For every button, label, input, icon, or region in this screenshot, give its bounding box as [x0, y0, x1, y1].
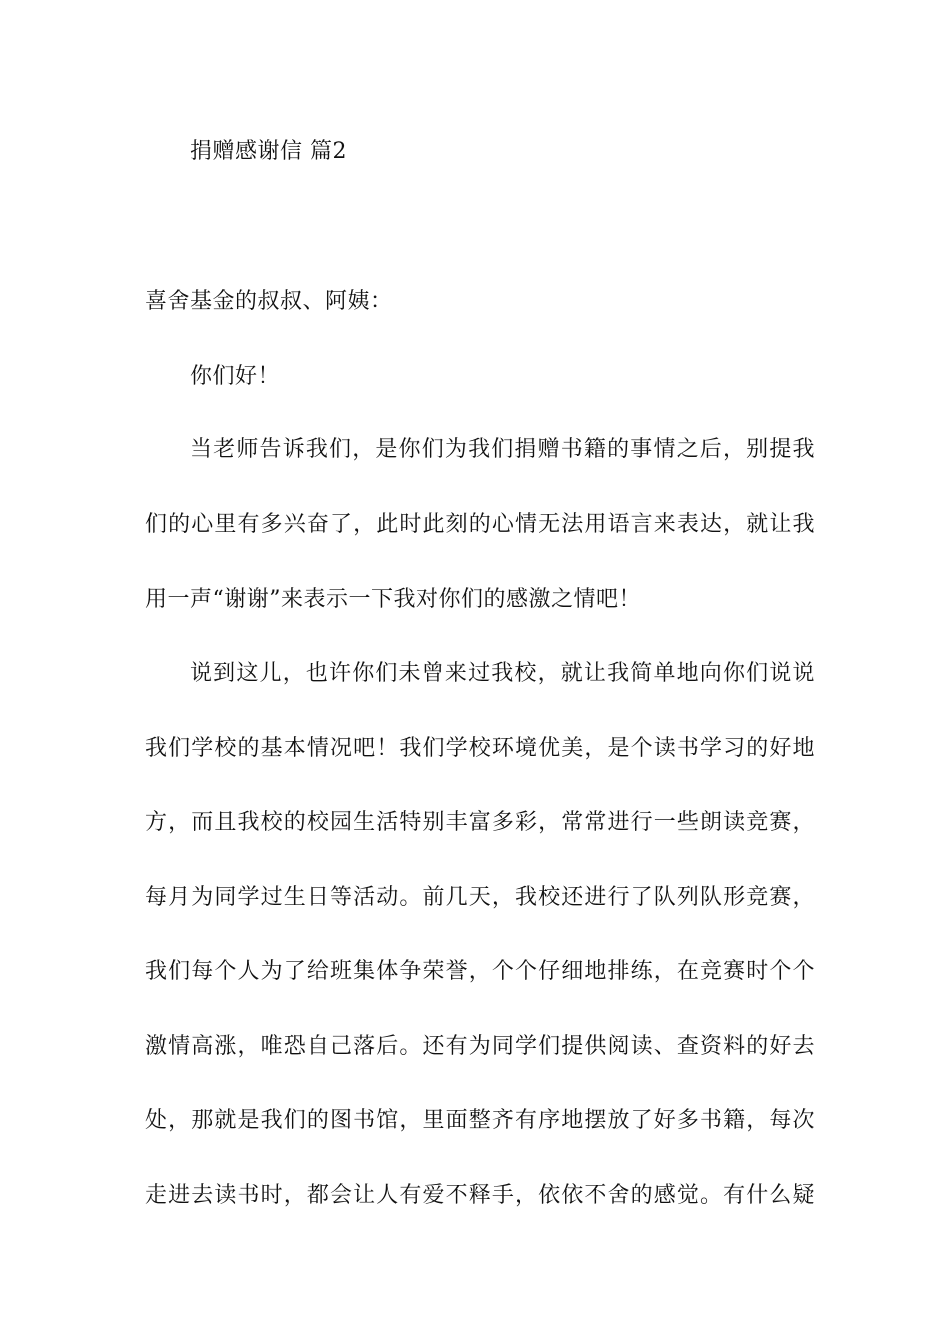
letter-greeting: 你们好！	[190, 364, 281, 389]
body-line: 们的心里有多兴奋了，此时此刻的心情无法用语言来表达，就让我	[145, 512, 815, 537]
body-line: 走进去读书时，都会让人有爱不释手，依依不舍的感觉。有什么疑	[145, 1183, 815, 1208]
letter-salutation: 喜舍基金的叔叔、阿姨：	[145, 289, 393, 314]
body-line: 当老师告诉我们，是你们为我们捐赠书籍的事情之后，别提我	[190, 437, 815, 462]
body-line: 说到这儿，也许你们未曾来过我校，就让我简单地向你们说说	[190, 661, 815, 686]
body-line: 用一声“谢谢”来表示一下我对你们的感激之情吧！	[145, 587, 641, 612]
body-line: 我们每个人为了给班集体争荣誉，个个仔细地排练，在竞赛时个个	[145, 959, 815, 984]
body-line: 我们学校的基本情况吧！我们学校环境优美，是个读书学习的好地	[145, 736, 815, 761]
body-line: 每月为同学过生日等活动。前几天，我校还进行了队列队形竞赛，	[145, 885, 815, 910]
body-line: 处，那就是我们的图书馆，里面整齐有序地摆放了好多书籍，每次	[145, 1108, 815, 1133]
letter-title: 捐赠感谢信 篇2	[190, 139, 347, 164]
body-line: 激情高涨，唯恐自己落后。还有为同学们提供阅读、查资料的好去	[145, 1034, 815, 1059]
body-line: 方，而且我校的校园生活特别丰富多彩，常常进行一些朗读竞赛，	[145, 810, 815, 835]
